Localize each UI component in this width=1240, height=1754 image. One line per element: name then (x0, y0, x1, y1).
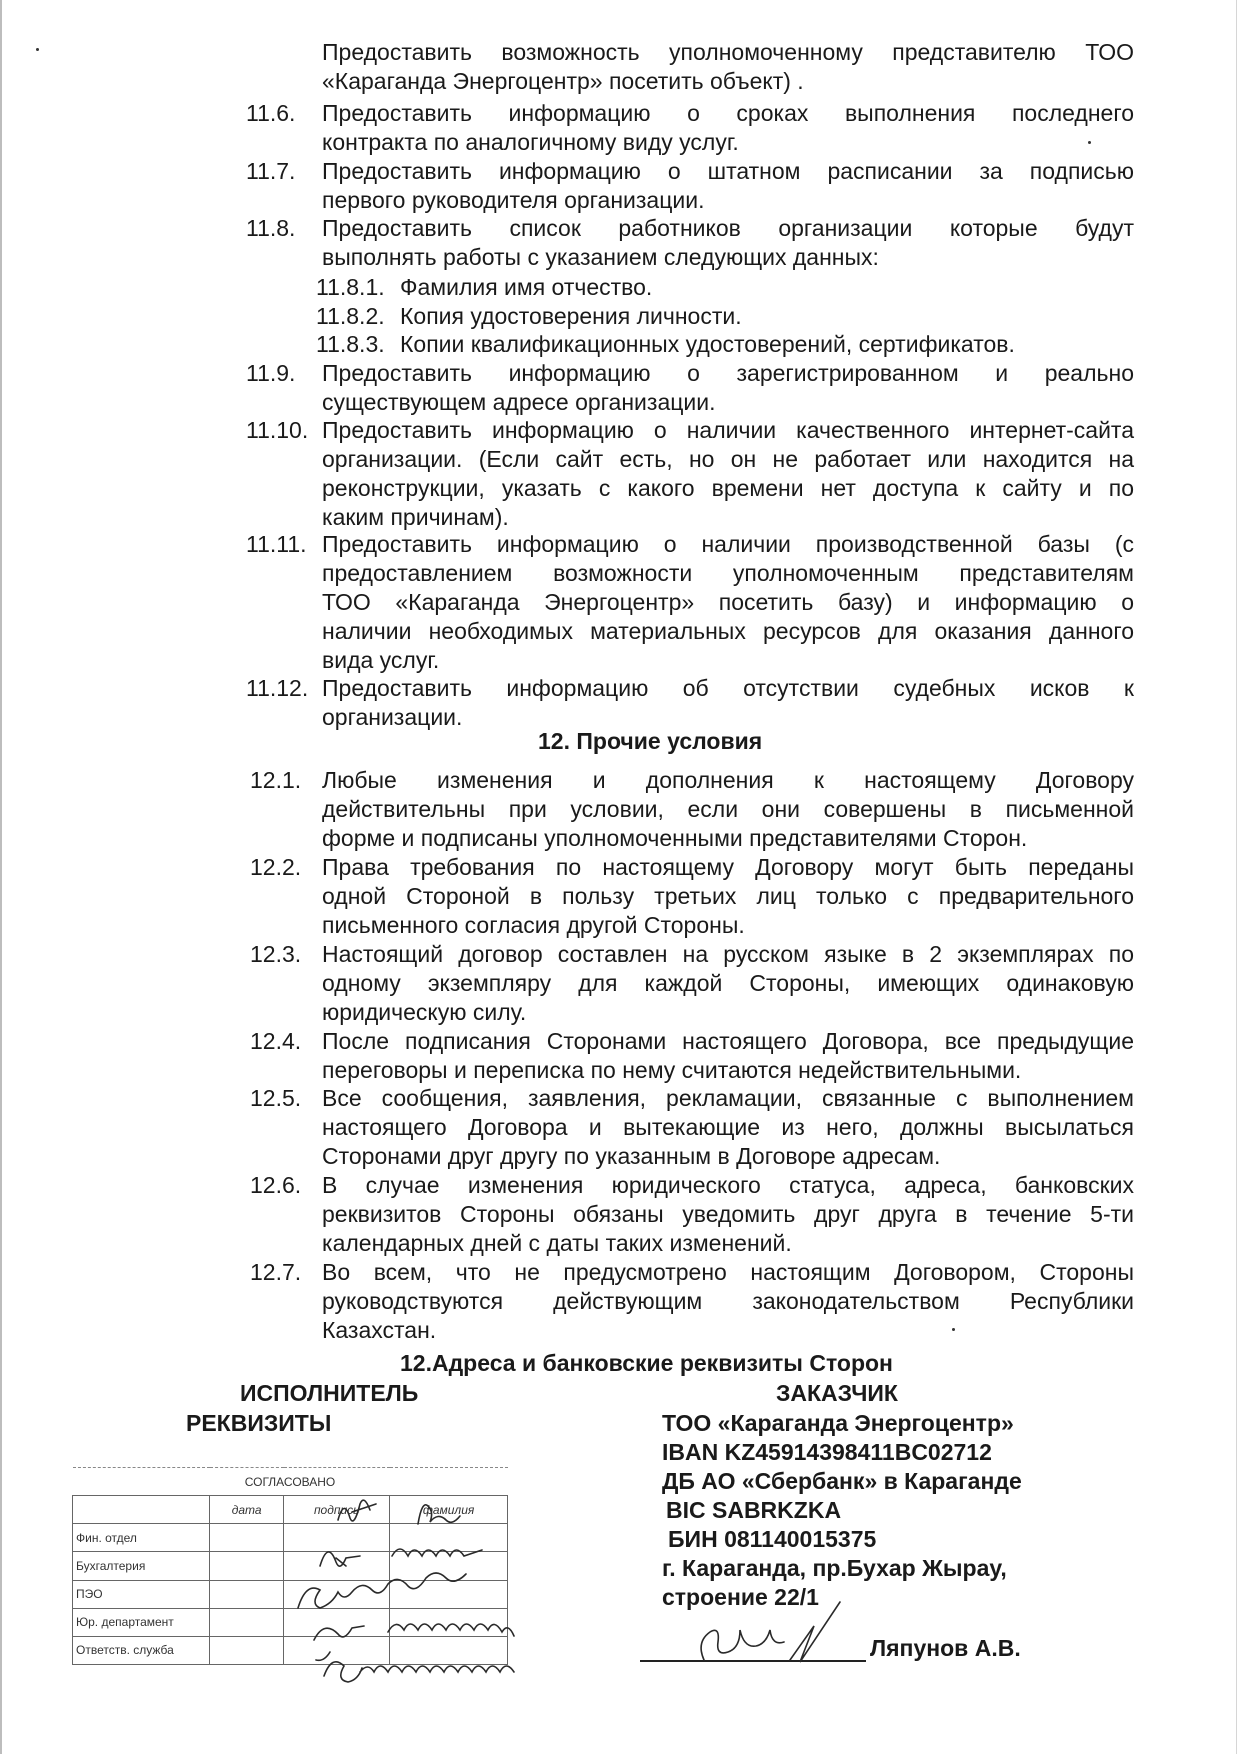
text-line: Все сообщения, заявления, рекламации, связанные с выполнением (322, 1085, 1134, 1111)
subclause-number: 11.8.2. (316, 303, 385, 329)
approval-row (73, 1552, 508, 1580)
customer-bank: ДБ АО «Сбербанк» в Караганде (662, 1468, 1022, 1494)
text-line: Сторонами друг другу по указанным в Договоре адресам. (322, 1143, 941, 1169)
text-line: юридическую силу. (322, 999, 527, 1025)
scan-edge-left (0, 0, 2, 1754)
clause-text (322, 416, 1134, 532)
clause-text (322, 674, 1134, 732)
intro-paragraph (322, 38, 1134, 96)
department-label: ПЭО (73, 1580, 210, 1608)
date-cell (210, 1580, 284, 1608)
clause-number: 11.9. (246, 360, 296, 386)
section-12-title: 12. Прочие условия (538, 728, 763, 754)
signature-scribble (701, 1630, 784, 1660)
text-line: организации. (322, 704, 463, 730)
text-line: контракта по аналогичному виду услуг. (322, 129, 739, 155)
approval-corner-cell (73, 1496, 210, 1524)
customer-bic: BIC SABRKZKA (666, 1497, 842, 1523)
surname-cell (390, 1524, 508, 1552)
clause-number: 12.6. (250, 1172, 302, 1198)
subclause-text: Фамилия имя отчество. (400, 274, 653, 300)
text-line: одному экземпляру для каждой Стороны, имеющих одинаковую (322, 970, 1134, 996)
clause-number: 12.3. (250, 941, 302, 967)
clause-number: 11.11. (246, 531, 307, 557)
text-line: Предоставить информацию об отсутствии судебных исков к (322, 675, 1134, 701)
text-line: Права требования по настоящему Договору могут быть переданы (322, 854, 1134, 880)
text-line: предоставлением возможности уполномоченным представителям (322, 560, 1134, 586)
department-label: Юр. департамент (73, 1608, 210, 1636)
approval-row (73, 1524, 508, 1552)
department-label: Фин. отдел (73, 1524, 210, 1552)
clause-number: 12.7. (250, 1259, 302, 1285)
executor-subheading: РЕКВИЗИТЫ (186, 1410, 332, 1436)
text-line: Предоставить информацию о сроках выполнения последнего (322, 100, 1134, 126)
clause-text (322, 940, 1134, 1027)
approval-stamp (72, 1467, 508, 1665)
text-line: переговоры и переписка по нему считаются недействительными. (322, 1057, 1022, 1083)
clause-number: 11.6. (246, 100, 296, 126)
date-cell (210, 1636, 284, 1664)
customer-building: строение 22/1 (662, 1584, 819, 1610)
clause-number: 11.8. (246, 215, 296, 241)
text-line: организации. (Если сайт есть, но он не работает или находится на (322, 446, 1134, 472)
text-line: Предоставить информацию о штатном расписании за подписью (322, 158, 1134, 184)
text-line: «Караганда Энергоцентр» посетить объект) . (322, 68, 804, 94)
text-line: Настоящий договор составлен на русском языке в 2 экземплярах по (322, 941, 1134, 967)
requisites-title: 12.Адреса и банковские реквизиты Сторон (400, 1350, 893, 1376)
text-line: Казахстан. (322, 1317, 437, 1343)
text-line: одной Стороной в пользу третьих лиц только с предварительного (322, 883, 1134, 909)
clause-text (322, 99, 1134, 157)
text-line: После подписания Сторонами настоящего Договора, все предыдущие (322, 1028, 1134, 1054)
text-line: Предоставить информацию о наличии качественного интернет-сайта (322, 417, 1134, 443)
signature-cell (284, 1524, 390, 1552)
clause-number: 11.10. (246, 417, 309, 443)
surname-cell (390, 1552, 508, 1580)
signature-line (640, 1660, 866, 1662)
text-line: руководствуются действующим законодательством Республики (322, 1288, 1134, 1314)
signature-cell (284, 1580, 390, 1608)
text-line: Любые изменения и дополнения к настоящему Договору (322, 767, 1134, 793)
surname-cell (390, 1636, 508, 1664)
approval-caption: СОГЛАСОВАНО (73, 1468, 508, 1496)
text-line: календарных дней с даты таких изменений. (322, 1230, 792, 1256)
clause-number: 12.1. (250, 767, 302, 793)
clause-text (322, 157, 1134, 215)
customer-bin: БИН 081140015375 (668, 1526, 877, 1552)
text-line: Предоставить информацию о зарегистрированном и реально (322, 360, 1134, 386)
surname-cell (390, 1608, 508, 1636)
department-label: Бухгалтерия (73, 1552, 210, 1580)
text-line: выполнять работы с указанием следующих данных: (322, 244, 879, 270)
approval-row (73, 1636, 508, 1664)
signature-cell (284, 1636, 390, 1664)
text-line: реквизитов Стороны обязаны уведомить друг друга в течение 5-ти (322, 1201, 1134, 1227)
scan-speck (36, 48, 39, 51)
text-line: Предоставить возможность уполномоченному представителю ТОО (322, 39, 1134, 65)
text-line: ТОО «Караганда Энергоцентр» посетить базу) и информацию о (322, 589, 1134, 615)
text-line: В случае изменения юридического статуса, адреса, банковских (322, 1172, 1134, 1198)
text-line: существующем адресе организации. (322, 389, 716, 415)
customer-company: ТОО «Караганда Энергоцентр» (662, 1410, 1014, 1436)
clause-text (322, 1258, 1134, 1345)
customer-heading: ЗАКАЗЧИК (776, 1380, 898, 1406)
subclause-text: Копия удостоверения личности. (400, 303, 742, 329)
clause-text (322, 214, 1134, 272)
text-line: наличии необходимых материальных ресурсов для оказания данного (322, 618, 1134, 644)
clause-text (322, 1084, 1134, 1171)
clause-text (322, 359, 1134, 417)
text-line: Во всем, что не предусмотрено настоящим Договором, Стороны (322, 1259, 1134, 1285)
text-line: вида услуг. (322, 647, 440, 673)
clause-text (322, 766, 1134, 853)
approval-table (72, 1467, 508, 1665)
column-surname: фамилия (390, 1496, 508, 1524)
text-line: форме и подписаны уполномоченными представителями Сторон. (322, 825, 1028, 851)
surname-cell (390, 1580, 508, 1608)
clause-text (322, 1171, 1134, 1258)
executor-heading: ИСПОЛНИТЕЛЬ (240, 1380, 419, 1406)
signature-cell (284, 1608, 390, 1636)
text-line: действительны при условии, если они совершены в письменной (322, 796, 1134, 822)
clause-text (322, 530, 1134, 675)
customer-address: г. Караганда, пр.Бухар Жырау, (662, 1555, 1007, 1581)
text-line: каким причинам). (322, 504, 509, 530)
signatory-name: Ляпунов А.В. (870, 1635, 1021, 1661)
text-line: Предоставить информацию о наличии производственной базы (с (322, 531, 1134, 557)
clause-number: 12.4. (250, 1028, 302, 1054)
text-line: настоящего Договора и вытекающие из него, должны высылаться (322, 1114, 1134, 1140)
clause-text (322, 853, 1134, 940)
date-cell (210, 1552, 284, 1580)
text-line: письменного согласия другой Стороны. (322, 912, 745, 938)
date-cell (210, 1608, 284, 1636)
approval-row (73, 1608, 508, 1636)
approval-row (73, 1580, 508, 1608)
text-line: реконструкции, указать с какого времени нет доступа к сайту и по (322, 475, 1134, 501)
column-date: дата (210, 1496, 284, 1524)
text-line: Предоставить список работников организации которые будут (322, 215, 1134, 241)
clause-number: 11.12. (246, 675, 309, 701)
subclause-number: 11.8.1. (316, 274, 385, 300)
text-line: первого руководителя организации. (322, 187, 705, 213)
subclause-number: 11.8.3. (316, 331, 385, 357)
scan-edge-right (1236, 0, 1237, 1754)
column-signature: подпись (284, 1496, 390, 1524)
department-label: Ответств. служба (73, 1636, 210, 1664)
clause-number: 12.2. (250, 854, 302, 880)
clause-number: 12.5. (250, 1085, 302, 1111)
date-cell (210, 1524, 284, 1552)
signature-cell (284, 1552, 390, 1580)
subclause-text: Копии квалификационных удостоверений, сертификатов. (400, 331, 1015, 357)
customer-iban: IBAN KZ45914398411BC02712 (662, 1439, 992, 1465)
clause-number: 11.7. (246, 158, 296, 184)
clause-text (322, 1027, 1134, 1085)
